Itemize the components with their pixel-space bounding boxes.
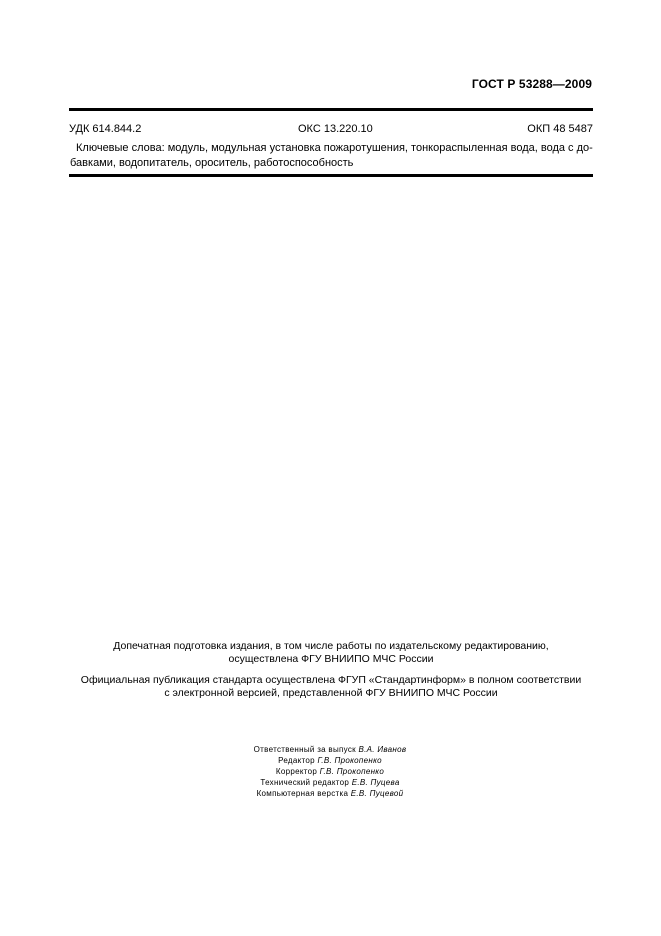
credit-role: Корректор [275, 767, 320, 776]
credit-role: Редактор [278, 756, 318, 765]
credit-role: Компьютерная верстка [256, 789, 351, 798]
okp-code: ОКП 48 5487 [527, 123, 593, 135]
credit-role: Технический редактор [260, 778, 352, 787]
bottom-rule-divider [69, 174, 593, 177]
credit-name: Е.В. Пуцевой [350, 789, 404, 798]
publication-line-2: с электронной версией, представленной ФГУ ВНИИПО МЧС России [164, 687, 498, 699]
keywords-line-1: Ключевые слова: модуль, модульная установка пожаротушения, тонкораспыленная вода, вода с до- [76, 142, 593, 154]
udk-code: УДК 614.844.2 [69, 123, 142, 135]
keywords-line-2: бавками, водопитатель, ороситель, работоспособность [70, 157, 354, 169]
credit-name: Г.В. Прокопенко [319, 767, 385, 776]
standard-number: ГОСТ Р 53288—2009 [471, 77, 592, 91]
credit-row [230, 777, 430, 788]
publication-note [69, 674, 593, 700]
publication-line-1: Официальная публикация стандарта осуществлена ФГУП «Стандартинформ» в полном соответствии [80, 674, 582, 686]
credit-name: Г.В. Прокопенко [317, 756, 382, 765]
keywords-paragraph [70, 141, 593, 171]
oks-code: ОКС 13.220.10 [298, 123, 373, 135]
credit-role: Ответственный за выпуск [253, 745, 359, 754]
credit-row [230, 744, 430, 755]
credit-row [230, 788, 430, 799]
credit-name: Е.В. Пуцева [351, 778, 400, 787]
prepress-note [69, 640, 593, 666]
credit-row [230, 766, 430, 777]
credit-row [230, 755, 430, 766]
credits-block [230, 744, 430, 799]
classification-row [69, 123, 593, 135]
top-rule-divider [69, 108, 593, 111]
credit-name: В.А. Иванов [358, 745, 407, 754]
prepress-line-1: Допечатная подготовка издания, в том числе работы по издательскому редактированию, [113, 640, 549, 652]
prepress-line-2: осуществлена ФГУ ВНИИПО МЧС России [228, 653, 434, 665]
